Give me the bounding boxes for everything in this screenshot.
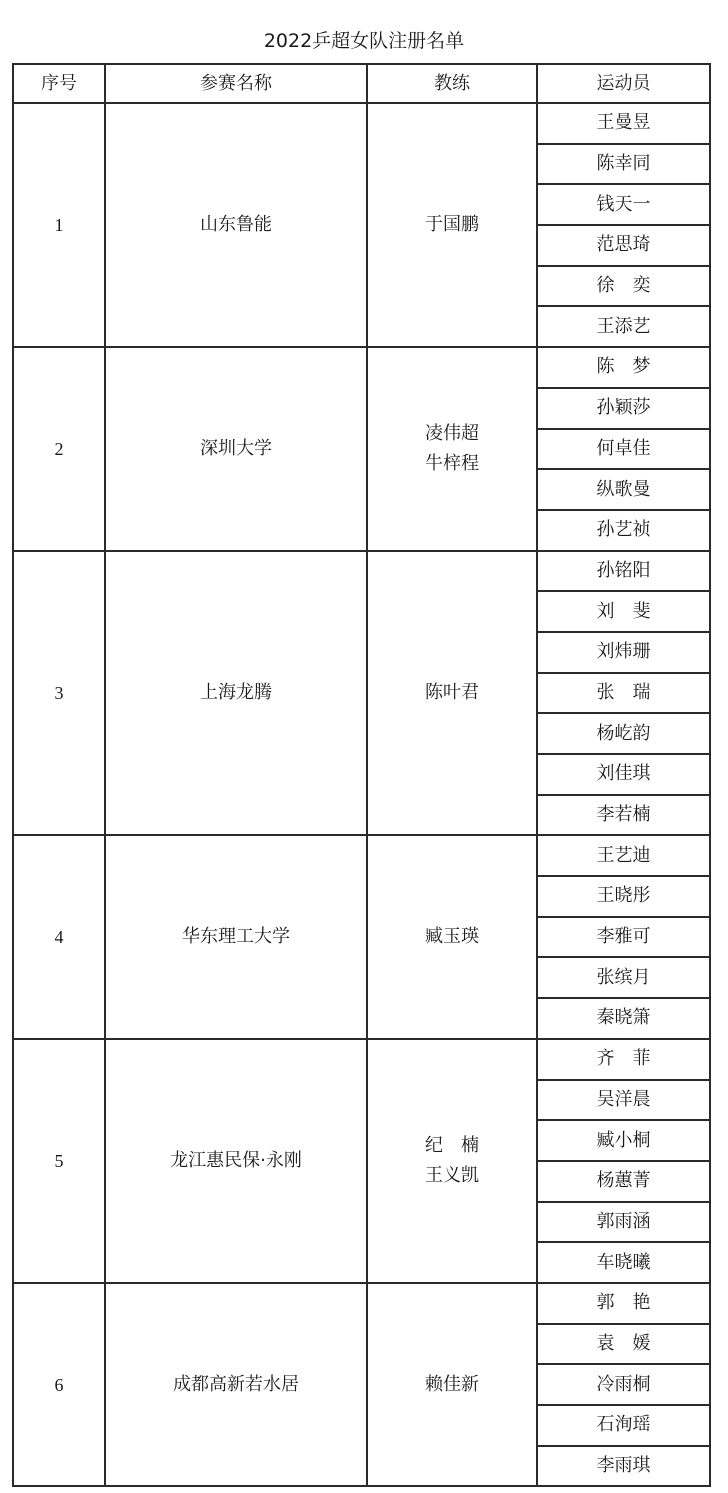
player-name: 孙铭阳 [537,551,710,592]
player-name: 陈 梦 [537,347,710,388]
player-name: 石洵瑶 [537,1405,710,1446]
team-number: 5 [13,1039,105,1283]
player-name: 吴洋晨 [537,1080,710,1121]
player-name: 张缤月 [537,957,710,998]
table-row [13,835,710,876]
team-name: 山东鲁能 [105,103,367,347]
table-row [13,551,710,592]
coach-name: 凌伟超 [425,422,479,444]
player-name: 纵歌曼 [537,469,710,510]
player-name: 何卓佳 [537,429,710,470]
table-row [13,347,710,388]
player-name: 冷雨桐 [537,1364,710,1405]
player-name: 王曼昱 [537,103,710,144]
player-name: 秦晓箫 [537,998,710,1039]
player-name: 王晓彤 [537,876,710,917]
table-row [13,1283,710,1324]
coach-name: 赖佳新 [425,1373,479,1395]
player-name: 孙颖莎 [537,388,710,429]
team-number: 4 [13,835,105,1038]
player-name: 陈幸同 [537,144,710,185]
team-coaches [367,1283,537,1486]
player-name: 李雅可 [537,917,710,958]
team-number: 2 [13,347,105,550]
coach-name: 王义凯 [425,1164,479,1186]
coach-name: 牛梓程 [425,452,479,474]
player-name: 车晓曦 [537,1242,710,1283]
team-coaches [367,835,537,1038]
player-name: 范思琦 [537,225,710,266]
team-name: 上海龙腾 [105,551,367,836]
player-name: 刘佳琪 [537,754,710,795]
team-name: 深圳大学 [105,347,367,550]
player-name: 郭 艳 [537,1283,710,1324]
header-team: 参赛名称 [105,64,367,103]
team-number: 6 [13,1283,105,1486]
coach-name: 于国鹏 [425,214,479,236]
header-row [13,64,710,103]
player-name: 袁 媛 [537,1324,710,1365]
player-name: 钱天一 [537,184,710,225]
team-number: 1 [13,103,105,347]
team-coaches [367,347,537,550]
table-body [13,103,710,1486]
table-row [13,1039,710,1080]
coach-name: 纪 楠 [425,1134,479,1156]
player-name: 郭雨涵 [537,1202,710,1243]
team-name: 成都高新若水居 [105,1283,367,1486]
player-name: 王艺迪 [537,835,710,876]
player-name: 齐 菲 [537,1039,710,1080]
team-number: 3 [13,551,105,836]
registration-table [12,63,711,1487]
player-name: 刘 斐 [537,591,710,632]
player-name: 李若楠 [537,795,710,836]
table-row [13,103,710,144]
player-name: 张 瑞 [537,673,710,714]
coach-name: 陈叶君 [425,681,479,703]
document-title: 2022乒超女队注册名单 [263,30,465,52]
header-no: 序号 [13,64,105,103]
player-name: 刘炜珊 [537,632,710,673]
header-players: 运动员 [537,64,710,103]
player-name: 徐 奕 [537,266,710,307]
player-name: 臧小桐 [537,1120,710,1161]
player-name: 杨蕙菁 [537,1161,710,1202]
team-name: 龙江惠民保·永刚 [105,1039,367,1283]
team-coaches [367,103,537,347]
player-name: 杨屹韵 [537,713,710,754]
player-name: 孙艺祯 [537,510,710,551]
player-name: 李雨琪 [537,1446,710,1487]
team-coaches [367,1039,537,1283]
coach-name: 臧玉瑛 [425,926,479,948]
header-coach: 教练 [367,64,537,103]
player-name: 王添艺 [537,306,710,347]
team-name: 华东理工大学 [105,835,367,1038]
team-coaches [367,551,537,836]
